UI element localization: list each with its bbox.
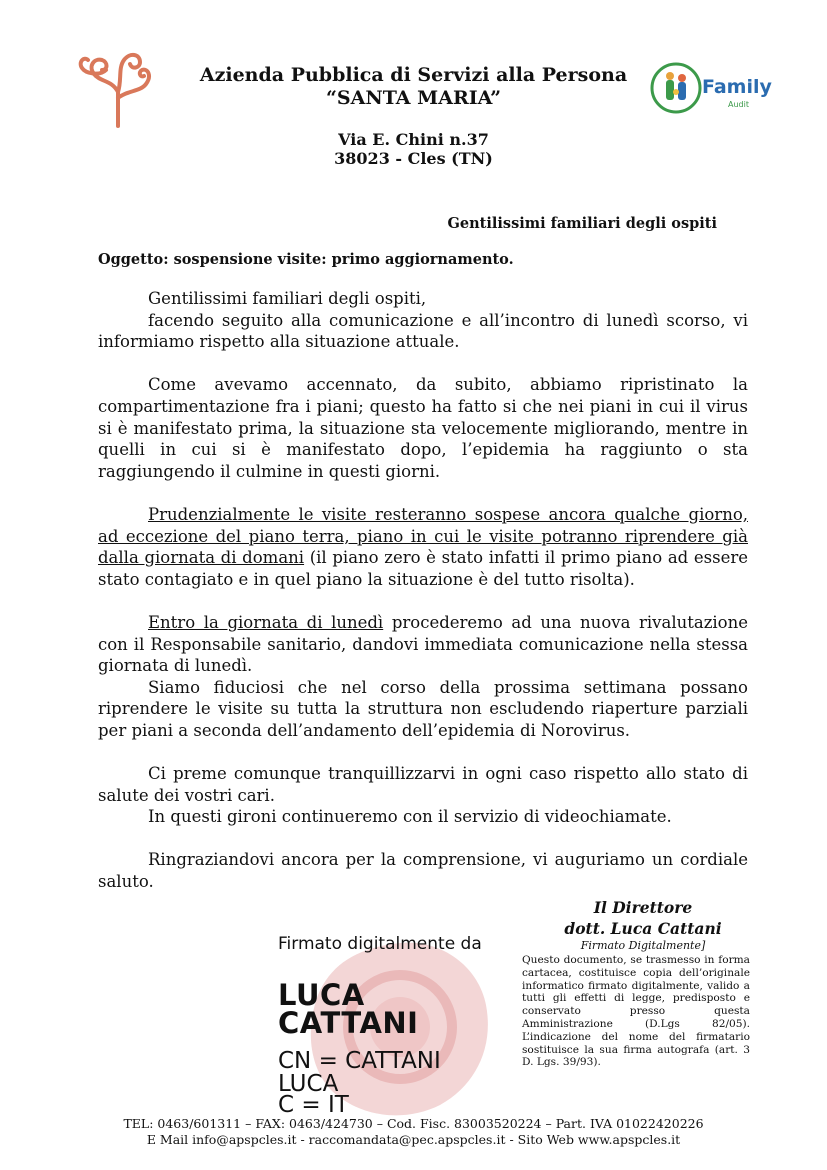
- paragraph-3-rest: (il piano zero è stato infatti il primo piano ad essere stato contagiato e in quel piano la situazione è del tutto risolta).: [98, 548, 748, 589]
- footer-web: E Mail info@apspcles.it - raccomandata@pec.apspcles.it - Sito Web www.apspcles.it: [146, 1132, 681, 1147]
- paragraph-4-rest: procederemo ad una nuova rivalutazione con il Responsabile sanitario, dandovi immediata comunicazione nella stessa giornata di lunedì.: [98, 612, 748, 676]
- org-name: Azienda Pubblica di Servizi alla Persona: [199, 64, 628, 86]
- greeting: Gentilissimi familiari degli ospiti,: [148, 289, 427, 308]
- paragraph-4: [98, 612, 748, 677]
- paragraph-5: Siamo fiduciosi che nel corso della prossima settimana possano riprendere le visite su tutta la struttura non escludendo riaperture parziali per piani a seconda dell’andamento dell’epidemia di Norovirus.: [98, 677, 748, 740]
- stamp-country: C = IT: [278, 1092, 349, 1118]
- paragraph-1: facendo seguito alla comunicazione e all’incontro di lunedì scorso, vi informiamo rispetto alla situazione attuale.: [98, 310, 748, 352]
- paragraph-8: Ringraziandovi ancora per la comprensione, vi auguriamo un cordiale saluto.: [98, 850, 748, 892]
- stamp-name-first: LUCA: [278, 978, 365, 1012]
- recipient-line: Gentilissimi familiari degli ospiti: [447, 215, 717, 232]
- paragraph-3: [98, 504, 748, 590]
- signature-legal-note: Questo documento, se trasmesso in forma cartacea, costituisce copia dell’originale informatico firmato digitalmente, valido a tutti gli effetti di legge, predisposto e conservato presso questa Amministrazione (D.Lgs 82/05). L’indicazione del nome del firmatario sostituisce la sua firma autografa (art. 3 D. Lgs. 39/93).: [522, 954, 750, 1069]
- stamp-header: Firmato digitalmente da: [278, 934, 482, 954]
- paragraph-3-underlined: Prudenzialmente le visite resteranno sospese ancora qualche giorno, ad eccezione del piano terra, piano in cui le visite potranno riprendere già dalla giornata di domani: [98, 504, 748, 568]
- paragraph-4-underlined: Entro la giornata di lunedì: [148, 612, 384, 632]
- family-logo-text: Family: [702, 76, 772, 98]
- paragraph-6: Ci preme comunque tranquillizzarvi in ogni caso rispetto allo stato di salute dei vostri cari.: [98, 764, 748, 805]
- footer-contacts: TEL: 0463/601311 – FAX: 0463/424730 – Cod. Fisc. 83003520224 – Part. IVA 01022420226: [123, 1116, 704, 1131]
- signature-name: dott. Luca Cattani: [564, 919, 722, 938]
- org-subname: “SANTA MARIA”: [325, 87, 502, 109]
- stamp-name-last: CATTANI: [278, 1006, 419, 1040]
- stamp-cn: CN = CATTANI: [278, 1048, 441, 1074]
- subject-line: Oggetto: sospensione visite: primo aggiornamento.: [98, 251, 514, 268]
- signature-role: Il Direttore: [593, 898, 693, 917]
- stamp-cn-continued: LUCA: [278, 1071, 339, 1097]
- signature-signed-label: Firmato Digitalmente]: [580, 939, 706, 952]
- address-street: Via E. Chini n.37: [338, 130, 489, 149]
- letter-body: [98, 288, 748, 893]
- paragraph-7: In questi gironi continueremo con il servizio di videochiamate.: [148, 807, 672, 827]
- paragraph-2: Come avevamo accennato, da subito, abbiamo ripristinato la compartimentazione fra i piani; questo ha fatto si che nei piani in cui il virus si è manifestato prima, la situazione sta velocemente migliorando, mentre in quelli in cui si è manifestato dopo, l’epidemia ha raggiunto o sta raggiungendo il culmine in questi giorni.: [98, 375, 748, 481]
- address-city: 38023 - Cles (TN): [334, 149, 493, 168]
- family-logo-subtext: Audit: [728, 100, 749, 109]
